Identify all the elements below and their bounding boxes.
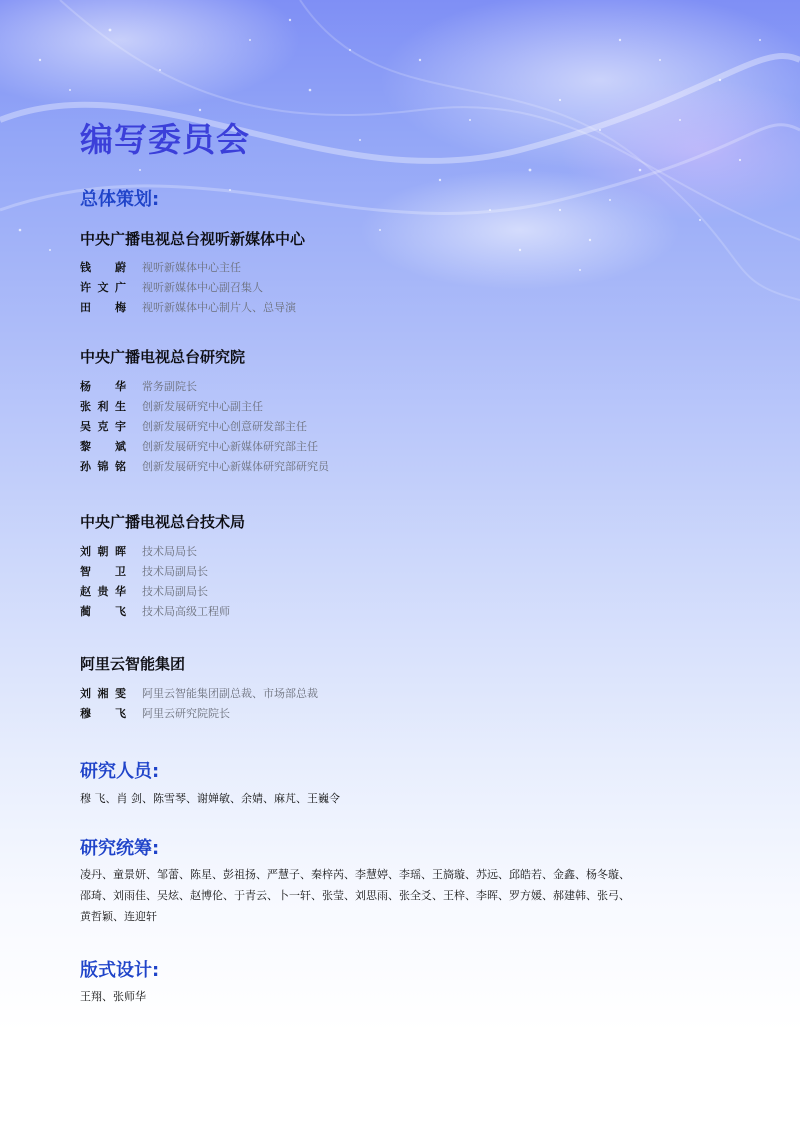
- member-row: [80, 581, 230, 601]
- member-name: 黎 斌: [80, 440, 126, 453]
- member-role: 阿里云智能集团副总裁、市场部总裁: [142, 687, 318, 700]
- member-row: [80, 277, 296, 297]
- member-role: 视听新媒体中心制片人、总导演: [142, 301, 296, 314]
- member-row: [80, 396, 329, 416]
- member-list-alibaba-cloud: [80, 683, 318, 723]
- member-role: 视听新媒体中心副召集人: [142, 281, 263, 294]
- section-heading-planning: 总体策划:: [80, 189, 160, 210]
- member-role: 阿里云研究院院长: [142, 707, 230, 720]
- researchers-list: 穆 飞、肖 剑、陈雪琴、谢婵敏、余婧、麻芃、王巍令: [80, 792, 340, 805]
- member-row: [80, 541, 230, 561]
- member-name: 张利生: [80, 400, 126, 413]
- member-name: 智 卫: [80, 565, 126, 578]
- org-heading-technology-bureau: 中央广播电视总台技术局: [80, 513, 246, 531]
- member-name: 刘湘雯: [80, 687, 126, 700]
- section-heading-design: 版式设计:: [80, 960, 160, 981]
- member-row: [80, 257, 296, 277]
- coordination-line: 黄哲颖、连迎轩: [80, 910, 157, 923]
- member-role: 常务副院长: [142, 380, 197, 393]
- member-role: 技术局高级工程师: [142, 605, 230, 618]
- member-name: 孙锦铭: [80, 460, 126, 473]
- member-row: [80, 456, 329, 476]
- member-name: 钱 蔚: [80, 261, 126, 274]
- member-row: [80, 683, 318, 703]
- member-list-technology-bureau: [80, 541, 230, 621]
- member-row: [80, 601, 230, 621]
- member-row: [80, 436, 329, 456]
- member-row: [80, 416, 329, 436]
- member-name: 穆 飞: [80, 707, 126, 720]
- coordination-list: [80, 864, 630, 927]
- member-name: 刘朝晖: [80, 545, 126, 558]
- member-name: 许文广: [80, 281, 126, 294]
- member-row: [80, 561, 230, 581]
- member-name: 吴克宇: [80, 420, 126, 433]
- member-role: 创新发展研究中心创意研发部主任: [142, 420, 307, 433]
- org-heading-alibaba-cloud: 阿里云智能集团: [80, 655, 186, 673]
- member-role: 创新发展研究中心新媒体研究部研究员: [142, 460, 329, 473]
- org-heading-new-media-center: 中央广播电视总台视听新媒体中心: [80, 230, 306, 248]
- design-list: 王翔、张师华: [80, 990, 146, 1003]
- member-role: 技术局副局长: [142, 585, 208, 598]
- member-name: 赵贵华: [80, 585, 126, 598]
- member-name: 杨 华: [80, 380, 126, 393]
- member-role: 技术局局长: [142, 545, 197, 558]
- member-role: 技术局副局长: [142, 565, 208, 578]
- member-row: [80, 376, 329, 396]
- member-role: 创新发展研究中心副主任: [142, 400, 263, 413]
- coordination-line: 邵琦、刘雨佳、吴炫、赵博伦、于青云、卜一轩、张莹、刘思雨、张全爻、王梓、李晖、罗方媛、郝建韩、张弓、: [80, 889, 630, 902]
- member-name: 田 梅: [80, 301, 126, 314]
- member-row: [80, 703, 318, 723]
- member-row: [80, 297, 296, 317]
- member-list-research-institute: [80, 376, 329, 476]
- org-heading-research-institute: 中央广播电视总台研究院: [80, 348, 246, 366]
- member-list-new-media-center: [80, 257, 296, 317]
- page-title: 编写委员会: [80, 120, 250, 159]
- coordination-line: 凌丹、童景妍、邹蕾、陈星、彭祖扬、严慧子、秦梓芮、李慧婷、李瑶、王旖璇、苏远、邱皓若、金鑫、杨冬璇、: [80, 868, 630, 881]
- section-heading-researchers: 研究人员:: [80, 761, 160, 782]
- member-role: 创新发展研究中心新媒体研究部主任: [142, 440, 318, 453]
- section-heading-coordination: 研究统筹:: [80, 838, 160, 859]
- member-name: 蔺 飞: [80, 605, 126, 618]
- member-role: 视听新媒体中心主任: [142, 261, 241, 274]
